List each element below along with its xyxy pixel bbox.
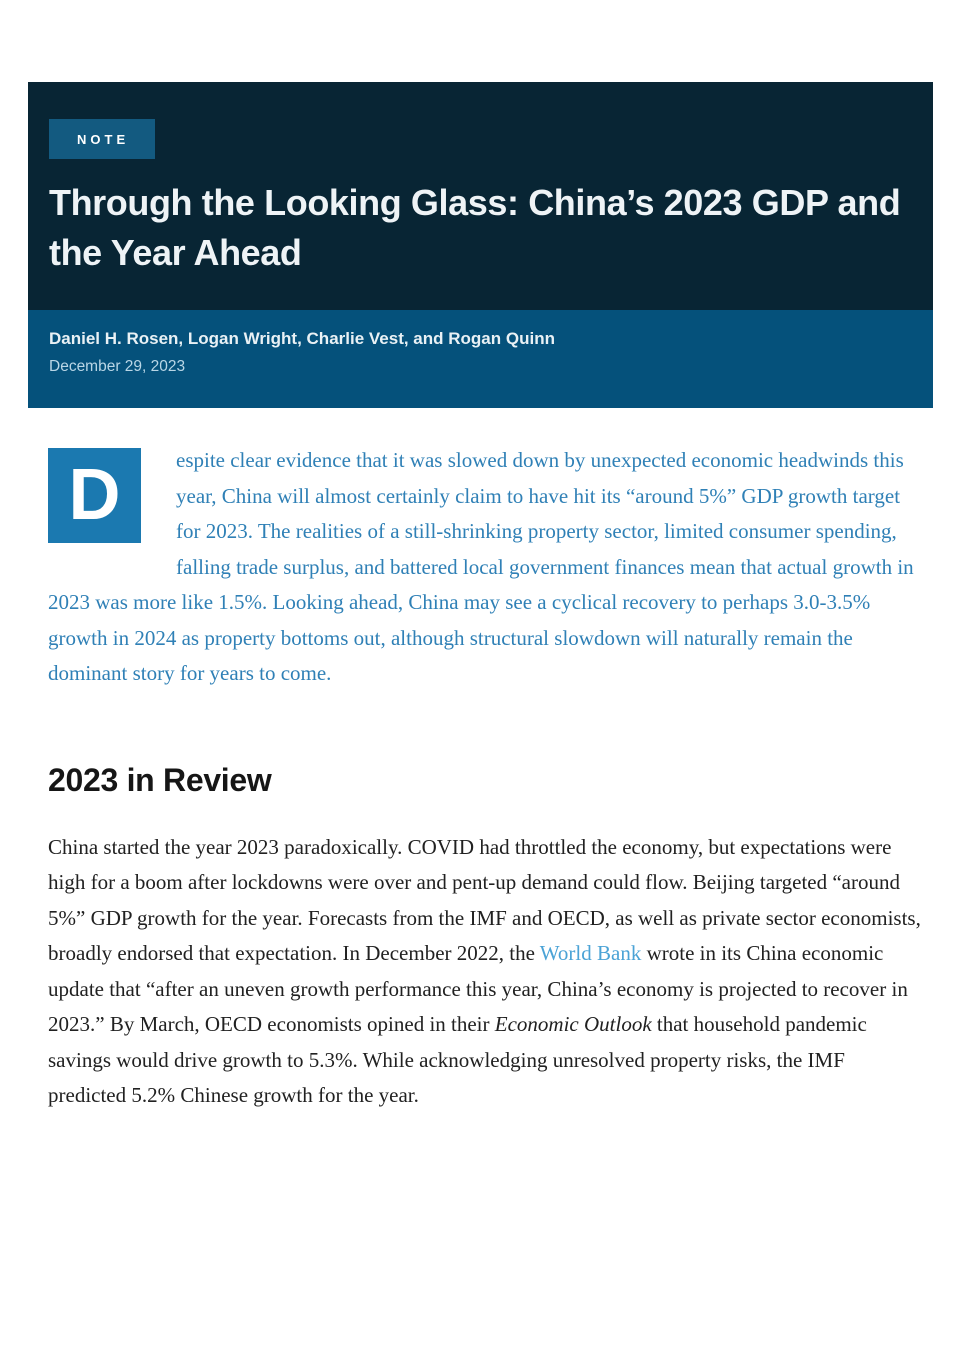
lead-paragraph [48,443,921,692]
body-paragraph [48,830,921,1114]
lead-text: espite clear evidence that it was slowed down by unexpected economic headwinds this year, China will almost certainly claim to have hit its “around 5%” GDP growth target for 2023. The realities of a still-shrinking property sector, limited consumer spending, falling trade surplus, and battered local government finances mean that actual growth in 2023 was more like 1.5%. Looking ahead, China may see a cyclical recovery to perhaps 3.0-3.5% growth in 2024 as property bottoms out, although structural slowdown will naturally remain the dominant story for years to come. [48,448,914,685]
world-bank-link[interactable]: World Bank [539,941,642,965]
body-text-run: wrote in its China economic update that “after an uneven growth performance this year, China’s economy is projected to recover in 2023.” By March, OECD economists opined in their [48,941,908,1036]
article-title: Through the Looking Glass: China’s 2023 GDP and the Year Ahead [49,182,901,273]
article-header-main [28,82,933,310]
drop-cap: D [48,448,141,543]
byline-strip [28,310,933,408]
note-badge[interactable]: NOTE [49,119,155,159]
publish-date: December 29, 2023 [49,358,186,375]
page [0,82,960,1362]
body-text-run: that household pandemic savings would drive growth to 5.3%. While acknowledging unresolved property risks, the IMF predicted 5.2% Chinese growth for the year. [48,1012,867,1107]
section-heading: 2023 in Review [48,761,272,798]
italic-text: Economic Outlook [494,1012,652,1036]
body-text-run: China started the year 2023 paradoxically. COVID had throttled the economy, but expectations were high for a boom after lockdowns were over and pent-up demand could flow. Beijing targeted “around 5%” GDP growth for the year. Forecasts from the IMF and OECD, as well as private sector economists, broadly endorsed that expectation. In December 2022, the [48,834,921,965]
article-header [28,82,933,408]
authors: Daniel H. Rosen, Logan Wright, Charlie Vest, and Rogan Quinn [49,329,555,348]
